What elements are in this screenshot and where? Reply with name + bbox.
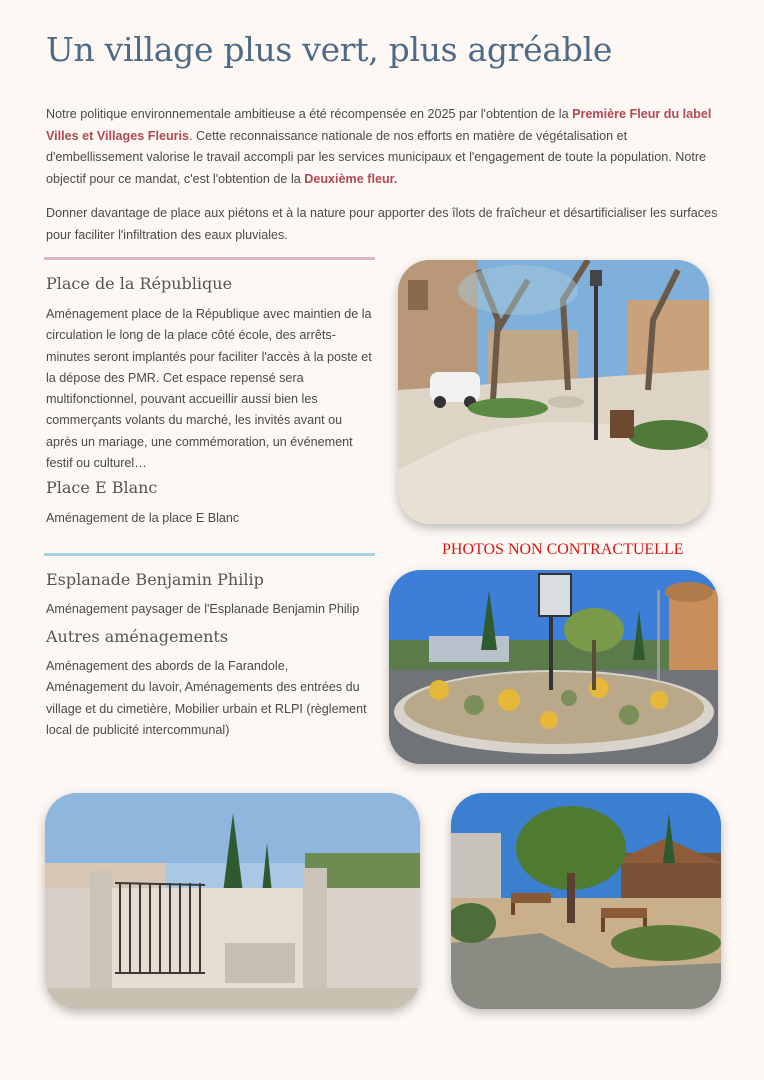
text-place-e-blanc: Aménagement de la place E Blanc xyxy=(46,511,240,525)
heading-place-e-blanc: Place E Blanc xyxy=(46,478,158,497)
intro-paragraph-2: Donner davantage de place aux piétons et à la nature pour apporter des îlots de fraîcheur et désartificialiser les surfaces pour faciliter l'infiltration des eaux pluviales. xyxy=(46,206,718,242)
heading-place-republique: Place de la République xyxy=(46,274,233,293)
text-place-republique: Aménagement place de la République avec maintien de la circulation le long de la place côté école, des arrêts-minutes seront implantés pour faciliter l'accès à la poste et la dépose des PMR. Cet espace repensé sera multifonctionnel, pouvant accueillir aussi bien les commerçants volants du marché, les invités avant ou après un mariage, une commémoration, un événement festif ou culturel… xyxy=(46,307,372,471)
photo-disclaimer: PHOTOS NON CONTRACTUELLE xyxy=(442,541,684,558)
goal-highlight: Deuxième fleur. xyxy=(304,171,398,186)
heading-esplanade: Esplanade Benjamin Philip xyxy=(46,570,264,589)
photo-farandole xyxy=(451,793,721,1009)
intro-text-a: Notre politique environnementale ambitieuse a été récompensée en 2025 par l'obtention de la xyxy=(46,107,573,121)
section-divider-pink xyxy=(44,257,375,260)
photo-cimetiere xyxy=(45,793,420,1009)
text-autres-amenagements: Aménagement des abords de la Farandole, Aménagement du lavoir, Aménagements des entrées du village et du cimetière, Mobilier urbain et RLPI (règlement local de publicité intercommunal) xyxy=(46,659,367,737)
intro-paragraph xyxy=(46,104,722,190)
intro-text-b: . Cette reconnaissance nationale de nos efforts en matière de végétalisation et d'embellissement valorise le travail accompli par les services municipaux et l'engagement de toute la population. Notre objectif pour ce mandat, c'est l'obtention de la xyxy=(46,128,707,186)
photo-esplanade xyxy=(389,570,718,764)
text-esplanade: Aménagement paysager de l'Esplanade Benjamin Philip xyxy=(46,602,360,616)
heading-autres-amenagements: Autres aménagements xyxy=(46,627,229,646)
page-title: Un village plus vert, plus agréable xyxy=(46,30,613,69)
label-highlight: Première Fleur du label Villes et Villages Fleuris xyxy=(46,107,712,143)
section-divider-blue xyxy=(44,553,375,556)
photo-place-republique xyxy=(398,260,709,524)
